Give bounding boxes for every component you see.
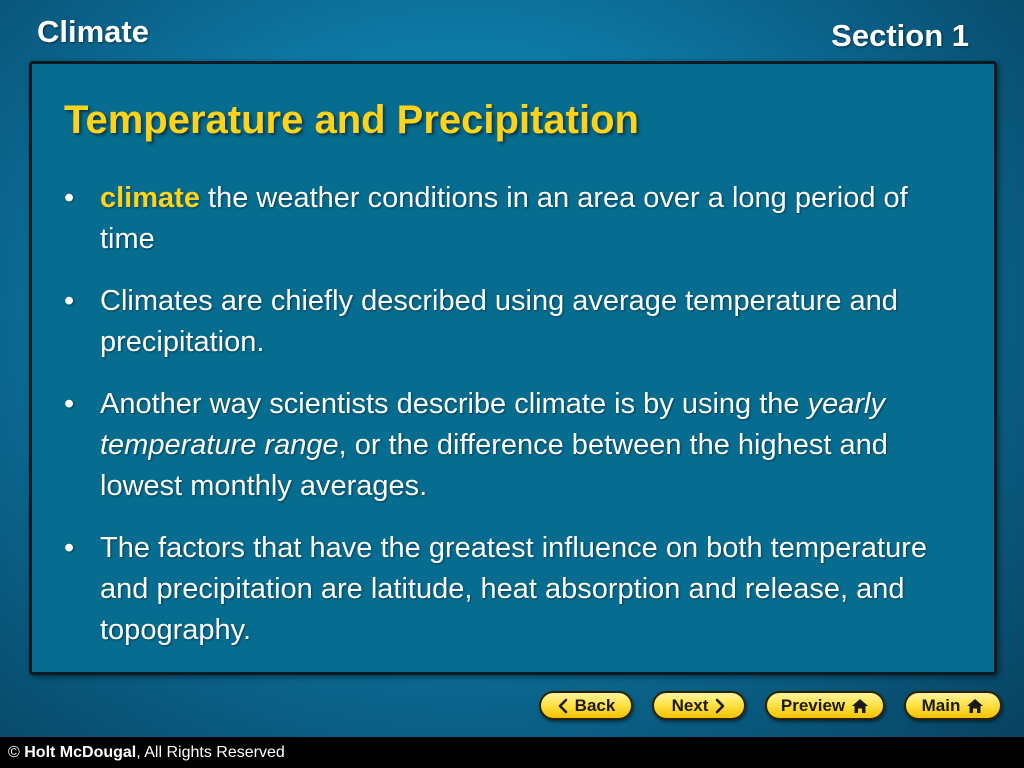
main-label: Main bbox=[921, 695, 961, 715]
preview-label: Preview bbox=[780, 695, 846, 715]
copyright-symbol: © bbox=[8, 744, 20, 761]
bullet-dot: • bbox=[64, 182, 75, 214]
vocab-term: climate bbox=[100, 182, 200, 214]
footer bbox=[0, 737, 1024, 768]
publisher-name: Holt McDougal bbox=[24, 744, 137, 761]
bullet-text: the weather conditions in an area over a long period of time bbox=[100, 182, 908, 255]
rights-text: , All Rights Reserved bbox=[136, 744, 285, 761]
back-button[interactable] bbox=[539, 691, 633, 720]
navigation-bar bbox=[539, 691, 1002, 720]
bullet-item bbox=[58, 281, 938, 363]
next-label: Next bbox=[671, 695, 709, 715]
emphasized-term: yearly temperature range bbox=[100, 388, 885, 461]
bullet-text: , or the difference between the highest and lowest monthly averages. bbox=[100, 429, 888, 502]
chevron-left-icon bbox=[557, 698, 569, 714]
content-panel bbox=[29, 61, 997, 675]
section-label: Section 1 bbox=[831, 18, 969, 53]
bullet-item bbox=[58, 384, 938, 507]
slide-title: Temperature and Precipitation bbox=[64, 98, 639, 142]
preview-button[interactable] bbox=[765, 691, 885, 720]
bullet-dot: • bbox=[64, 532, 75, 564]
chevron-right-icon bbox=[714, 698, 726, 714]
bullet-text: Another way scientists describe climate is by using the bbox=[100, 388, 808, 420]
back-label: Back bbox=[574, 695, 616, 715]
bullet-dot: • bbox=[64, 388, 75, 420]
next-button[interactable] bbox=[652, 691, 746, 720]
bullet-text: The factors that have the greatest influence on both temperature and precipitation are latitude, heat absorption and release, and topography. bbox=[100, 532, 928, 646]
chapter-title: Climate bbox=[37, 14, 149, 49]
bullet-dot: • bbox=[64, 285, 75, 317]
home-icon bbox=[851, 698, 869, 714]
bullet-item bbox=[58, 178, 938, 260]
bullet-text: Climates are chiefly described using average temperature and precipitation. bbox=[100, 285, 898, 358]
main-button[interactable] bbox=[904, 691, 1002, 720]
bullet-list bbox=[58, 178, 938, 672]
home-icon bbox=[966, 698, 984, 714]
bullet-item bbox=[58, 528, 938, 651]
